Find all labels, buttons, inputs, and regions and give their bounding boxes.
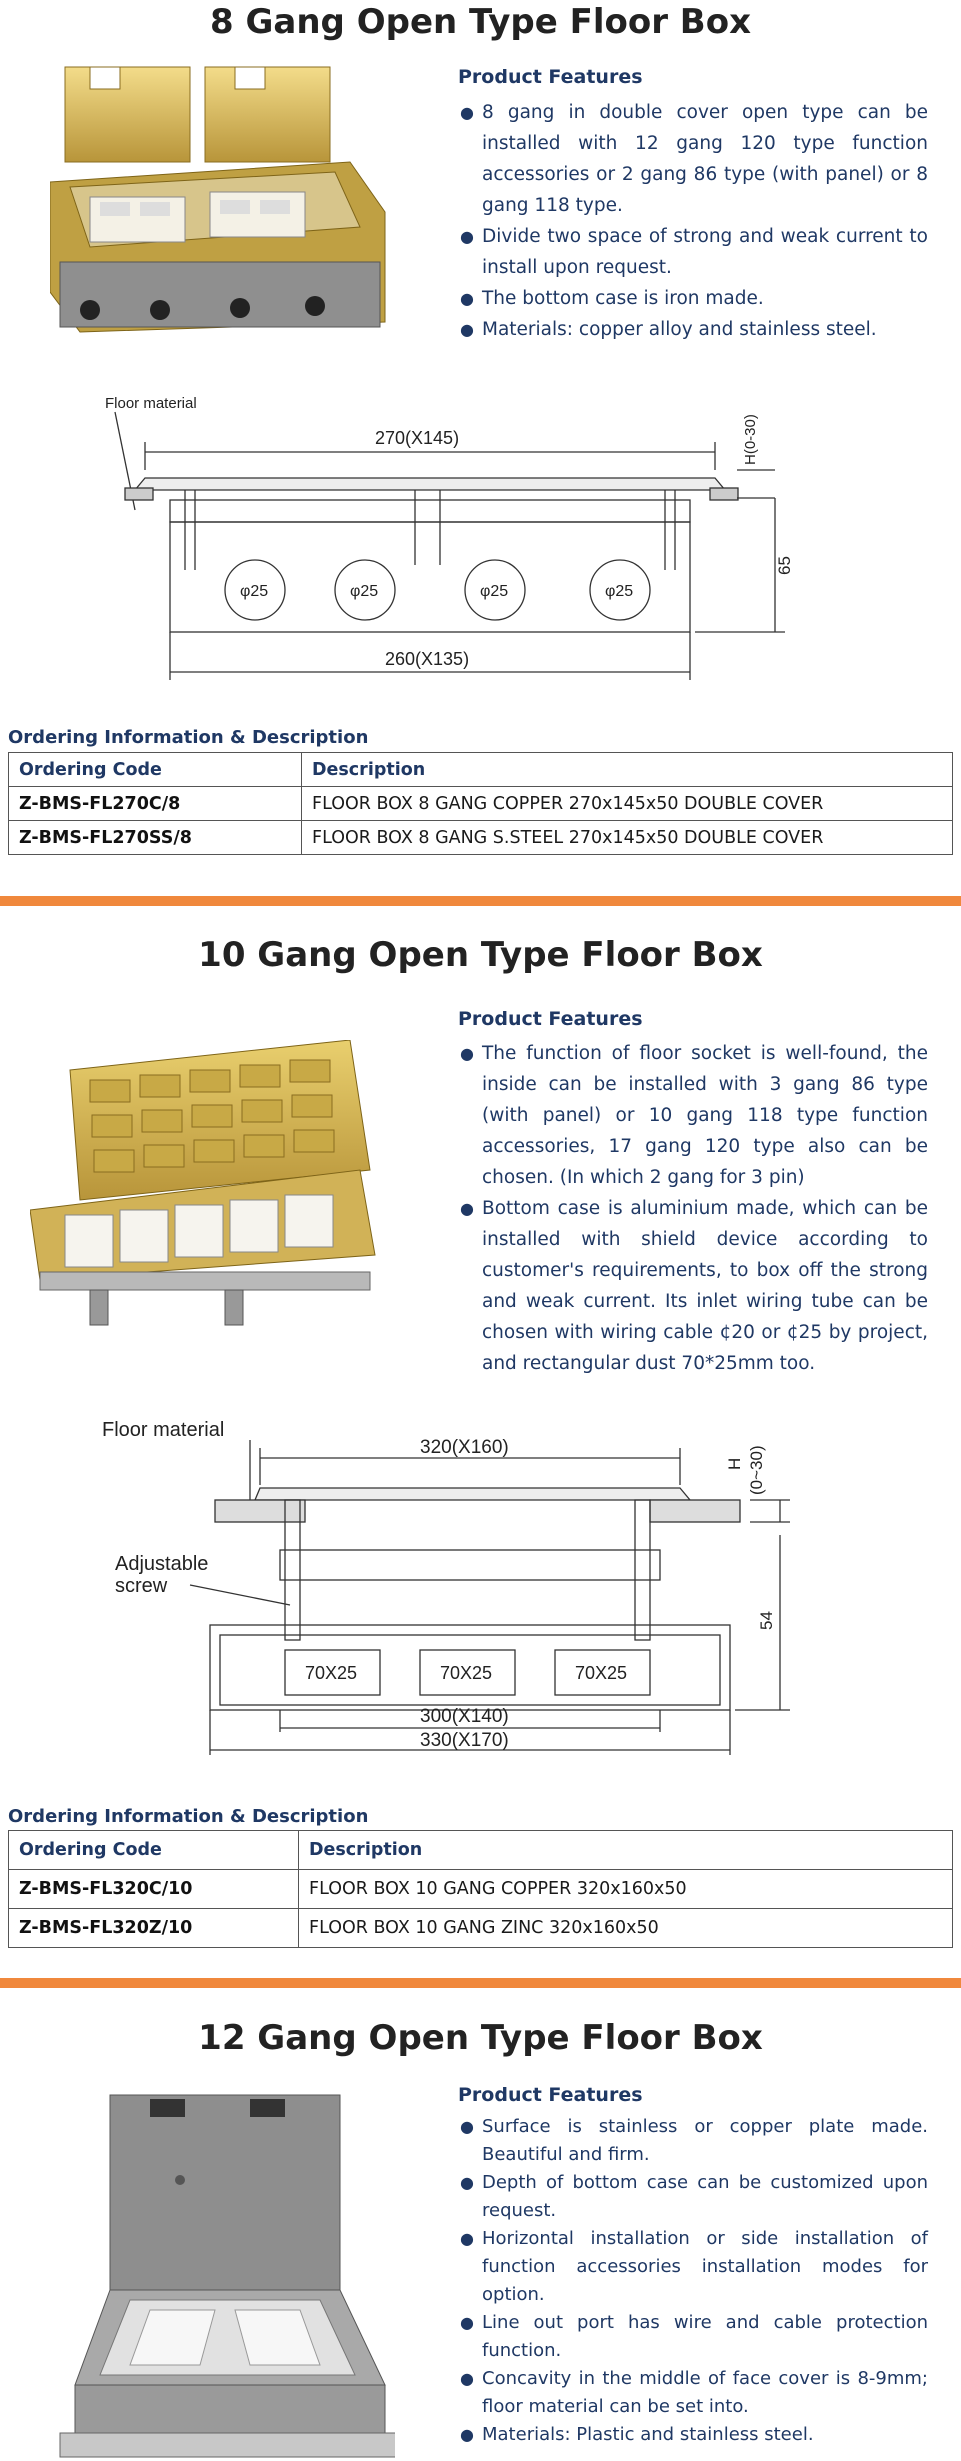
section-divider (0, 1978, 961, 1988)
table-row (9, 787, 953, 821)
technical-drawing-10-gang (90, 1410, 810, 1765)
ordering-table (8, 752, 953, 855)
feature-item: ● Concavity in the middle of face cover is 8-9mm; floor material can be set into. (458, 2365, 928, 2421)
section-2-title: 10 Gang Open Type Floor Box (198, 935, 763, 975)
product-photo-8-gang (50, 62, 395, 334)
description: FLOOR BOX 8 GANG COPPER 270x145x50 DOUBLE COVER (302, 787, 953, 821)
technical-drawing-8-gang (95, 380, 815, 685)
hole-label: φ25 (350, 583, 379, 600)
depth-dimension: 65 (775, 556, 794, 575)
feature-item: ● Divide two space of strong and weak current to install upon request. (458, 221, 928, 283)
feature-item: ● Materials: copper alloy and stainless steel. (458, 314, 928, 345)
bullet-icon: ● (460, 289, 474, 308)
bullet-icon: ● (460, 2173, 474, 2192)
features-heading: Product Features (458, 66, 643, 88)
bottom-dimension: 260(X135) (385, 649, 470, 669)
bullet-icon: ● (460, 2425, 474, 2444)
slot-label: 70X25 (575, 1663, 628, 1683)
adjustable-label: Adjustable (115, 1553, 209, 1575)
features-heading: Product Features (458, 2084, 643, 2106)
description: FLOOR BOX 8 GANG S.STEEL 270x145x50 DOUBLE COVER (302, 821, 953, 855)
features-list (458, 97, 928, 345)
ordering-code: Z-BMS-FL320C/10 (9, 1870, 299, 1909)
feature-item: ● Bottom case is aluminium made, which can be installed with shield device according to customer's requirements, to box off the strong and weak current. Its inlet wiring tube can be chosen with wiring cable ¢20 or ¢25 by project, and rectangular dust 70*25mm too. (458, 1193, 928, 1379)
feature-item: ● 8 gang in double cover open type can be installed with 12 gang 120 type function accessories or 2 gang 86 type (with panel) or 8 gang 118 type. (458, 97, 928, 221)
features-list (458, 2113, 928, 2449)
feature-item: ● Depth of bottom case can be customized upon request. (458, 2169, 928, 2225)
floor-material-label: Floor material (102, 1419, 225, 1441)
hole-label: φ25 (480, 583, 509, 600)
h-dimension: H (725, 1457, 744, 1470)
feature-item: ● Line out port has wire and cable protection function. (458, 2309, 928, 2365)
product-photo-12-gang (55, 2085, 395, 2461)
bullet-icon: ● (460, 1199, 474, 1218)
bullet-icon: ● (460, 2229, 474, 2248)
bullet-icon: ● (460, 103, 474, 122)
top-dimension: 320(X160) (420, 1437, 509, 1458)
section-3-title: 12 Gang Open Type Floor Box (198, 2018, 763, 2058)
bullet-icon: ● (460, 2313, 474, 2332)
column-header: Description (299, 1831, 953, 1870)
ordering-table (8, 1830, 953, 1948)
table-row (9, 821, 953, 855)
table-row (9, 1909, 953, 1948)
feature-item: ● The bottom case is iron made. (458, 283, 928, 314)
bullet-icon: ● (460, 1044, 474, 1063)
description: FLOOR BOX 10 GANG ZINC 320x160x50 (299, 1909, 953, 1948)
outer-dimension: 330(X170) (420, 1730, 509, 1751)
h-dimension: H(0-30) (742, 414, 759, 465)
h-range: (0~30) (747, 1445, 766, 1495)
bullet-icon: ● (460, 227, 474, 246)
table-header-row (9, 1831, 953, 1870)
ordering-heading: Ordering Information & Description (8, 727, 369, 748)
ordering-heading: Ordering Information & Description (8, 1806, 369, 1827)
table-row (9, 1870, 953, 1909)
ordering-code: Z-BMS-FL320Z/10 (9, 1909, 299, 1948)
inner-dimension: 300(X140) (420, 1706, 509, 1727)
feature-item: ● The function of floor socket is well-found, the inside can be installed with 3 gang 86 type (with panel) or 10 gang 118 type function accessories, 17 gang 120 type also can be chosen. (In which 2 gang for 3 pin) (458, 1038, 928, 1193)
floor-material-label: Floor material (105, 395, 197, 412)
feature-item: ● Materials: Plastic and stainless steel. (458, 2421, 928, 2449)
ordering-code: Z-BMS-FL270C/8 (9, 787, 302, 821)
product-photo-10-gang (30, 1040, 385, 1330)
bullet-icon: ● (460, 2117, 474, 2136)
feature-item: ● Surface is stainless or copper plate made. Beautiful and firm. (458, 2113, 928, 2169)
feature-item: ● Horizontal installation or side installation of function accessories installation modes for option. (458, 2225, 928, 2309)
column-header: Ordering Code (9, 1831, 299, 1870)
hole-label: φ25 (240, 583, 269, 600)
features-list (458, 1038, 928, 1379)
top-dimension: 270(X145) (375, 428, 460, 448)
section-1-title: 8 Gang Open Type Floor Box (209, 2, 752, 42)
depth-dimension: 54 (757, 1611, 776, 1630)
screw-label: screw (115, 1575, 168, 1597)
table-header-row (9, 753, 953, 787)
hole-label: φ25 (605, 583, 634, 600)
slot-label: 70X25 (440, 1663, 493, 1683)
bullet-icon: ● (460, 2369, 474, 2388)
bullet-icon: ● (460, 320, 474, 339)
ordering-code: Z-BMS-FL270SS/8 (9, 821, 302, 855)
slot-label: 70X25 (305, 1663, 358, 1683)
column-header: Ordering Code (9, 753, 302, 787)
section-divider (0, 896, 961, 906)
features-heading: Product Features (458, 1008, 643, 1030)
description: FLOOR BOX 10 GANG COPPER 320x160x50 (299, 1870, 953, 1909)
column-header: Description (302, 753, 953, 787)
